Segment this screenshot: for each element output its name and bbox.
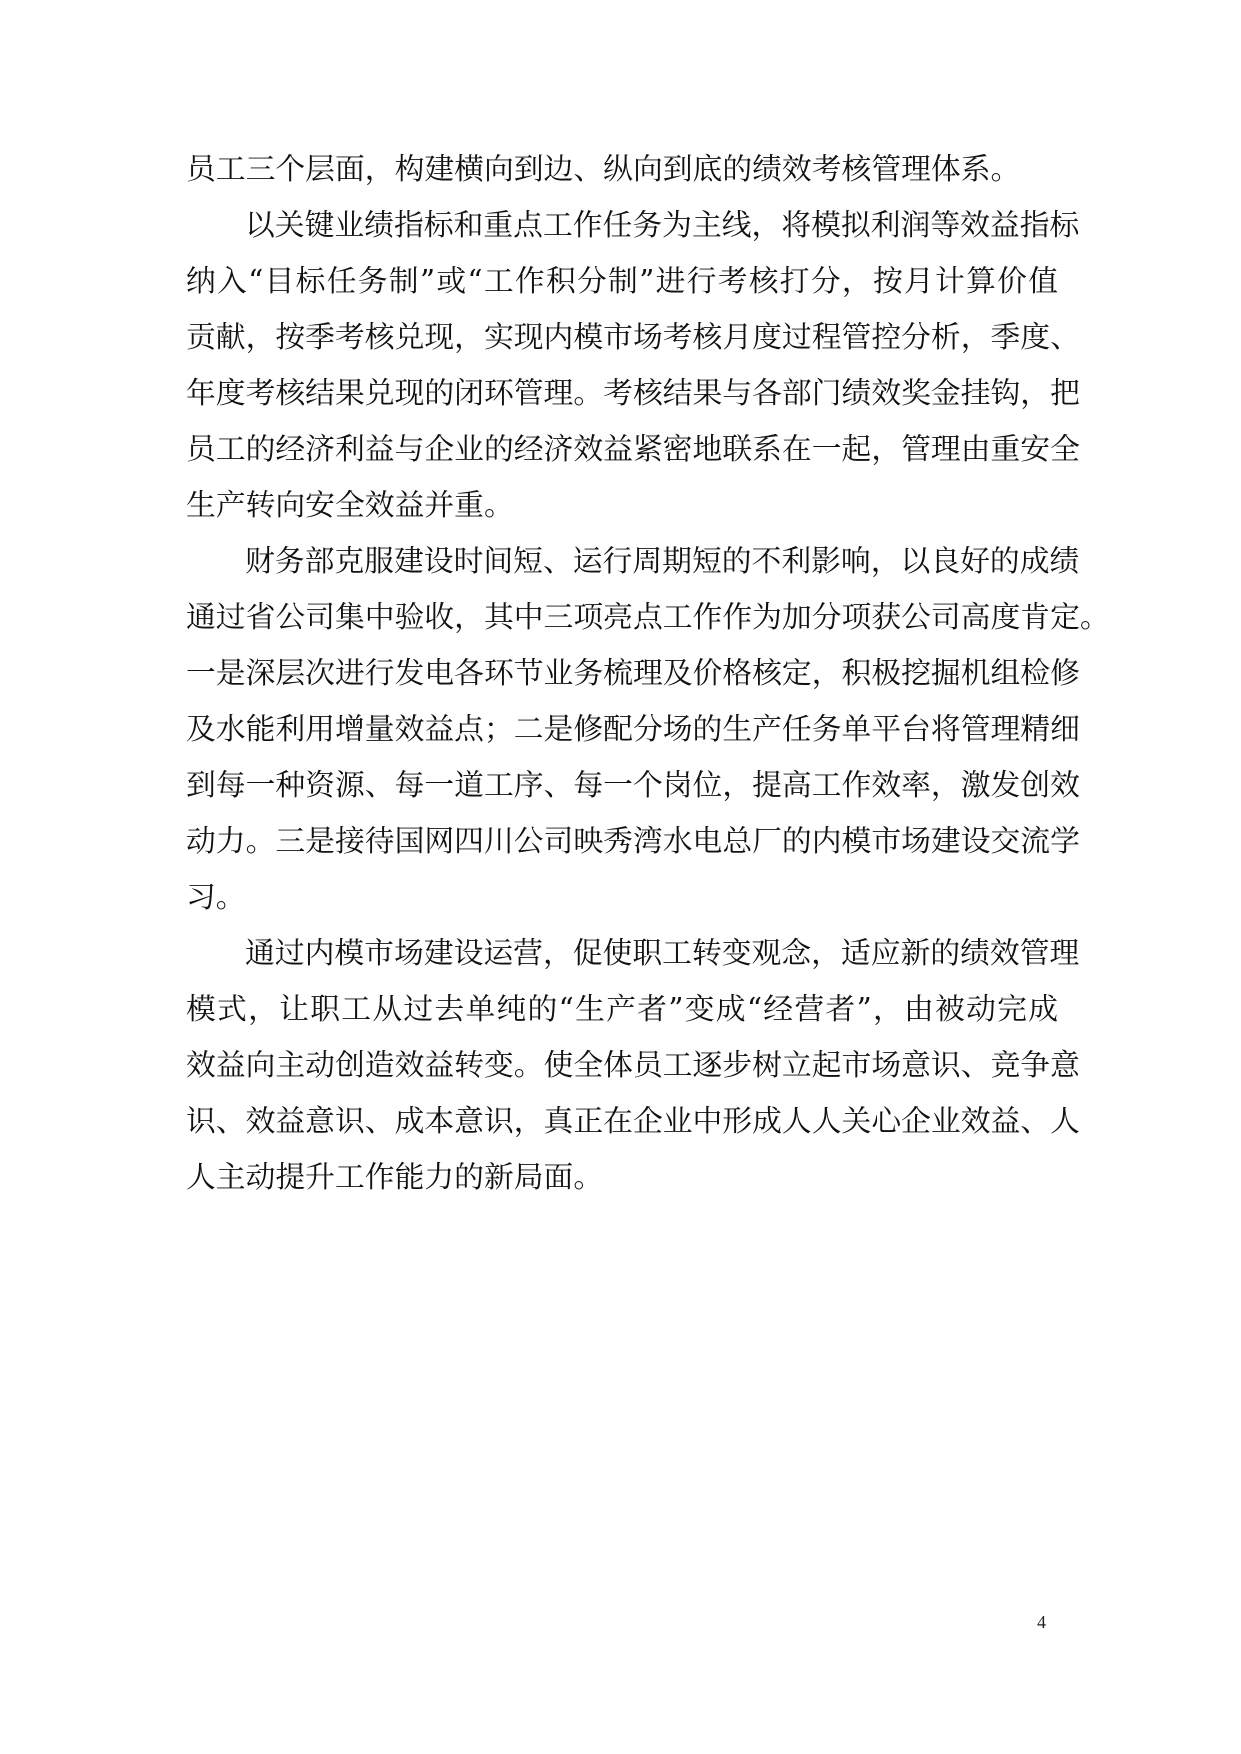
paragraph-3-line-6: 动力。三是接待国网四川公司映秀湾水电总厂的内模市场建设交流学 — [186, 824, 1080, 859]
paragraph-2-line-2: 纳入“目标任务制”或“工作积分制”进行考核打分，按月计算价值 — [186, 264, 1058, 299]
paragraph-3-line-7: 习。 — [186, 880, 246, 915]
paragraph-4-line-3: 效益向主动创造效益转变。使全体员工逐步树立起市场意识、竞争意 — [186, 1048, 1080, 1083]
paragraph-4-line-2: 模式，让职工从过去单纯的“生产者”变成“经营者”，由被动完成 — [186, 992, 1058, 1027]
paragraph-1-line-1: 员工三个层面，构建横向到边、纵向到底的绩效考核管理体系。 — [186, 152, 1021, 187]
paragraph-2-line-3: 贡献，按季考核兑现，实现内模市场考核月度过程管控分析，季度、 — [186, 320, 1080, 355]
paragraph-4-line-4: 识、效益意识、成本意识，真正在企业中形成人人关心企业效益、人 — [186, 1104, 1080, 1139]
paragraph-3-line-3: 一是深层次进行发电各环节业务梳理及价格核定，积极挖掘机组检修 — [186, 656, 1080, 691]
paragraph-2-line-5: 员工的经济利益与企业的经济效益紧密地联系在一起，管理由重安全 — [186, 432, 1080, 467]
paragraph-3-line-4: 及水能利用增量效益点；二是修配分场的生产任务单平台将管理精细 — [186, 712, 1080, 747]
paragraph-4-line-5: 人主动提升工作能力的新局面。 — [186, 1160, 604, 1195]
page-number: 4 — [1037, 1612, 1046, 1632]
paragraph-2-line-1: 以关键业绩指标和重点工作任务为主线，将模拟利润等效益指标 — [245, 208, 1080, 243]
paragraph-2-line-4: 年度考核结果兑现的闭环管理。考核结果与各部门绩效奖金挂钩，把 — [186, 376, 1080, 411]
paragraph-3-line-5: 到每一种资源、每一道工序、每一个岗位，提高工作效率，激发创效 — [186, 768, 1080, 803]
paragraph-3-line-1: 财务部克服建设时间短、运行周期短的不利影响，以良好的成绩 — [245, 544, 1080, 579]
paragraph-2-line-6: 生产转向安全效益并重。 — [186, 488, 514, 523]
paragraph-4-line-1: 通过内模市场建设运营，促使职工转变观念，适应新的绩效管理 — [245, 936, 1080, 971]
paragraph-3-line-2: 通过省公司集中验收，其中三项亮点工作作为加分项获公司高度肯定。 — [186, 600, 1110, 635]
